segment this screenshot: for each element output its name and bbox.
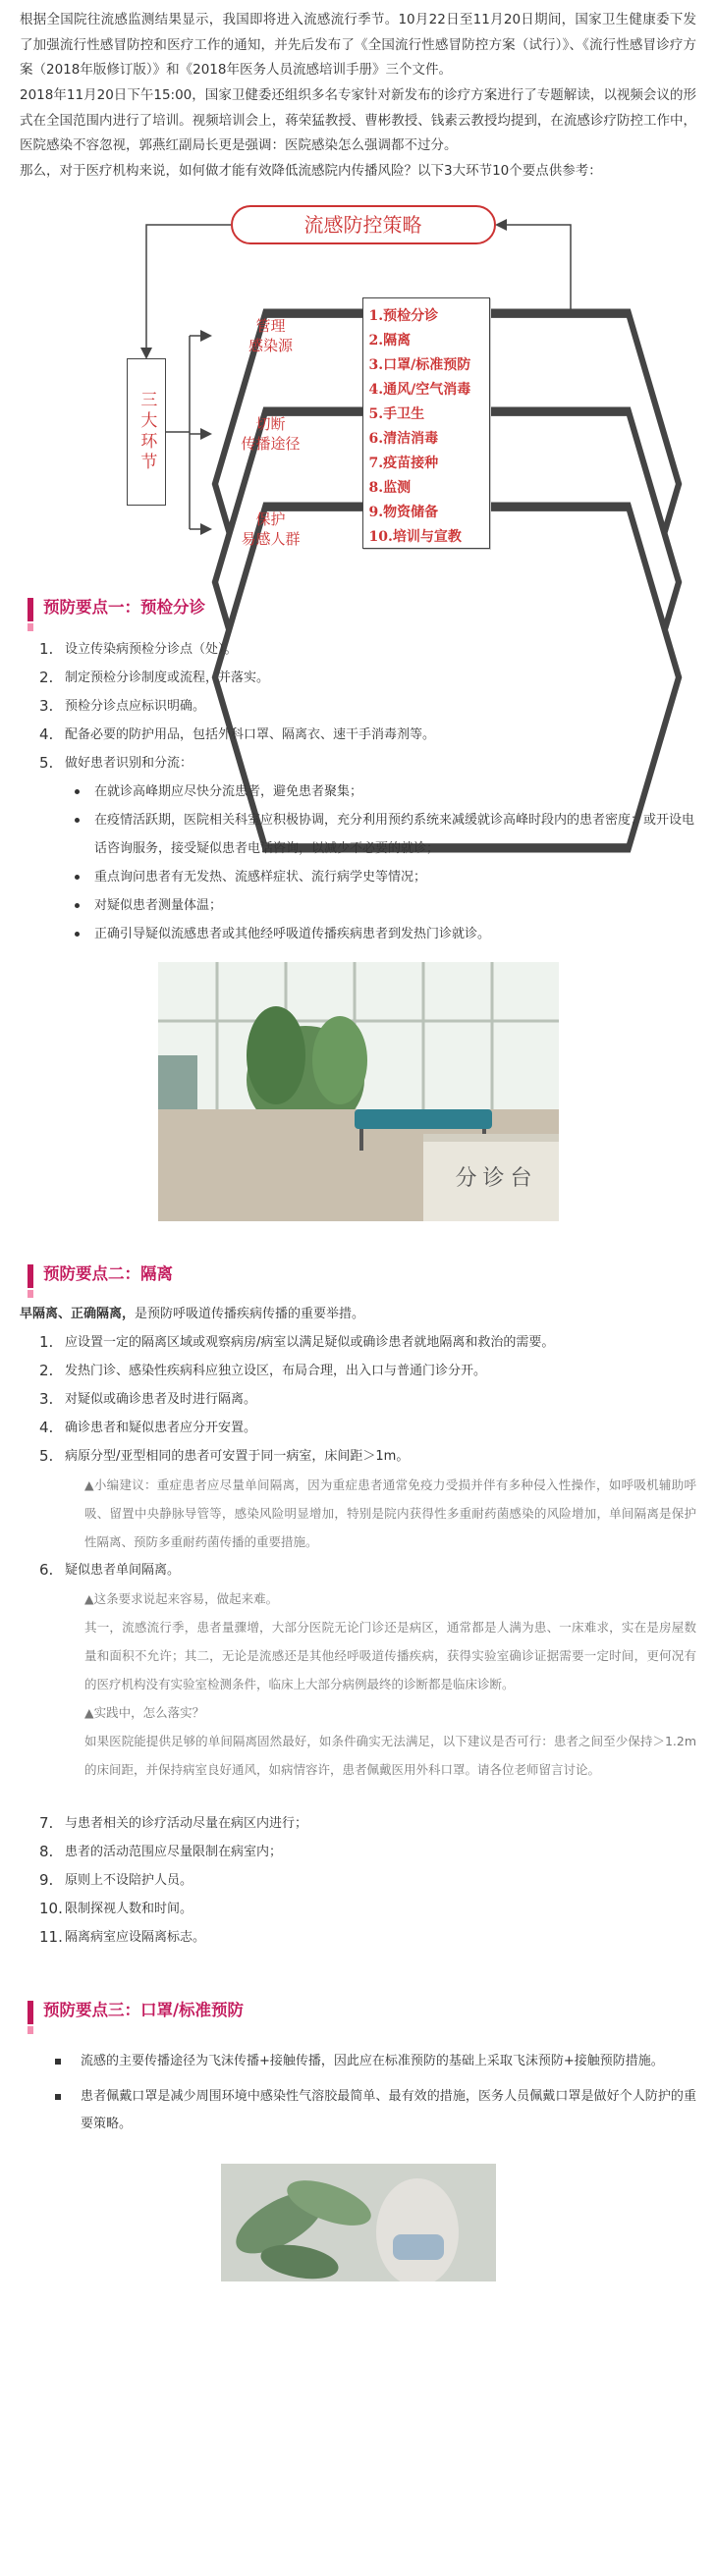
point-item: 2.隔离 <box>368 333 412 349</box>
link-protect-susceptible <box>211 501 331 558</box>
point-item: 7.疫苗接种 <box>368 456 439 472</box>
point-item: 3.口罩/标准预防 <box>368 357 471 374</box>
section-2-list-a <box>20 1328 696 1471</box>
link-1-line-1: 管理 <box>255 317 286 336</box>
list-item: 2. 发热门诊、感染性疾病科应独立设区，布局合理，出入口与普通门诊分开。 <box>39 1362 487 1380</box>
mask-photo <box>221 2164 496 2281</box>
link-manage-source <box>211 307 331 364</box>
point-item: 4.通风/空气消毒 <box>368 382 471 399</box>
section-1-list <box>20 635 696 778</box>
section-2-title: 预防要点二：隔离 <box>43 1264 173 1284</box>
list-item: 4. 确诊患者和疑似患者应分开安置。 <box>39 1419 257 1437</box>
editor-note-1: ▲小编建议：重症患者应尽量单间隔离，因为重症患者通常免疫力受损并伴有多种侵入性操作，如呼吸机辅助呼吸、留置中央静脉导管等，感染风险明显增加，特别是院内获得性多重耐药菌感染的风险增加，单间隔离是保护性隔离、预防多重耐药菌传播的重要措施。 <box>84 1477 696 1550</box>
section-3-list <box>20 2048 696 2138</box>
strategy-diagram <box>123 201 594 555</box>
link-cut-route <box>211 405 331 462</box>
point-item: 8.监测 <box>368 480 412 497</box>
section-2-lead-bold: 早隔离、正确隔离， <box>20 1307 136 1322</box>
list-item: 9. 原则上不设陪护人员。 <box>39 1871 193 1890</box>
section-1-sublist <box>20 778 696 948</box>
section-1-header <box>20 588 696 627</box>
ten-points-list <box>362 297 490 549</box>
list-item: 患者佩戴口罩是减少周围环境中感染性气溶胶最简单、最有效的措施，医务人员佩戴口罩是做好个人防护的重要策略。 <box>51 2083 696 2138</box>
list-item: 3. 对疑似或确诊患者及时进行隔离。 <box>39 1390 257 1409</box>
sub-list-item: 重点询问患者有无发热、流感样症状、流行病学史等情况； <box>73 863 696 891</box>
point-item: 6.清洁消毒 <box>368 431 439 448</box>
point-item: 1.预检分诊 <box>368 308 439 325</box>
section-3-header <box>20 1991 696 2030</box>
list-item: 10. 限制探视人数和时间。 <box>39 1900 193 1918</box>
section-marker <box>28 2001 33 2024</box>
section-2-list-b <box>20 1809 696 1952</box>
section-2-item-6 <box>20 1556 696 1584</box>
list-item: 流感的主要传播途径为飞沫传播+接触传播，因此应在标准预防的基础上采取飞沫预防+接触预防措施。 <box>51 2048 696 2075</box>
list-item: 11. 隔离病室应设隔离标志。 <box>39 1928 206 1947</box>
list-item: 8. 患者的活动范围应尽量限制在病室内； <box>39 1843 283 1861</box>
sub-list-item: 正确引导疑似流感患者或其他经呼吸道传播疾病患者到发热门诊就诊。 <box>73 920 696 948</box>
intro-paragraph-2: 2018年11月20日下午15:00，国家卫健委还组织多名专家针对新发布的诊疗方案进行了专题解读，以视频会议的形式在全国范围内进行了培训。视频培训会上，蒋荣猛教授、曹彬教授、钱素云教授均提到，在流感诊疗防控工作中，医院感染不容忽视，郭燕红副局长更是强调：医院感染怎么强调都不过分。 <box>20 86 696 154</box>
section-1-title: 预防要点一：预检分诊 <box>43 598 205 617</box>
section-marker <box>28 1264 33 1288</box>
section-3-title: 预防要点三：口罩/标准预防 <box>43 2001 245 2020</box>
list-item: 7. 与患者相关的诊疗活动尽量在病区内进行； <box>39 1814 308 1833</box>
point-item: 5.手卫生 <box>368 406 425 423</box>
point-item: 9.物资储备 <box>368 505 439 521</box>
editor-note-2c: ▲实践中，怎么落实？ <box>84 1705 205 1721</box>
list-item: 5. 做好患者识别和分流： <box>39 754 193 773</box>
editor-note-2b: 其一，流感流行季，患者量骤增，大部分医院无论门诊还是病区，通常都是人满为患、一床难求，实在是房屋数量和面积不允许；其二，无论是流感还是其他经呼吸道传播疾病，获得实验室确诊证据需要一定时间，更何况有的医疗机构没有实验室检测条件，临床上大部分病例最终的诊断都是临床诊断。 <box>84 1620 696 1692</box>
list-item: 1. 设立传染病预检分诊点（处）。 <box>39 640 238 659</box>
list-item: 2. 制定预检分诊制度或流程，并落实。 <box>39 669 270 687</box>
editor-note-2d: 如果医院能提供足够的单间隔离固然最好，如条件确实无法满足，以下建议是否可行：患者之间至少保持＞1.2m的床间距，并保持病室良好通风，如病情容许，患者佩戴医用外科口罩。请各位老师留言讨论。 <box>84 1734 696 1778</box>
link-3-line-1: 保护 <box>255 510 286 529</box>
three-links-box: 三大环节 <box>127 358 166 506</box>
section-2-header <box>20 1255 696 1294</box>
list-item: 5. 病原分型/亚型相同的患者可安置于同一病室，床间距＞1m。 <box>39 1447 410 1466</box>
section-2-lead-rest: 是预防呼吸道传播疾病传播的重要举措。 <box>135 1307 365 1322</box>
link-3-line-2: 易感人群 <box>241 530 301 549</box>
point-item: 10.培训与宣教 <box>368 529 462 546</box>
list-item: 1. 应设置一定的隔离区域或观察病房/病室以满足疑似或确诊患者就地隔离和救治的需要。 <box>39 1333 555 1352</box>
editor-note-2a: ▲这条要求说起来容易，做起来难。 <box>84 1591 279 1607</box>
list-item: 4. 配备必要的防护用品，包括外科口罩、隔离衣、速干手消毒剂等。 <box>39 725 436 744</box>
list-item: 3. 预检分诊点应标识明确。 <box>39 697 206 716</box>
sub-list-item: 在就诊高峰期应尽快分流患者，避免患者聚集； <box>73 778 696 806</box>
sub-list-item: 在疫情活跃期，医院相关科室应积极协调，充分利用预约系统来减缓就诊高峰时段内的患者密度；或开设电话咨询服务，接受疑似患者电话咨询，以减少不必要的就诊； <box>73 806 696 863</box>
list-item: 6. 疑似患者单间隔离。 <box>39 1561 181 1580</box>
diagram-title: 流感防控策略 <box>231 205 496 244</box>
triage-desk-photo <box>158 962 559 1221</box>
triage-desk-sign: 分诊台 <box>455 1166 538 1192</box>
section-marker <box>28 598 33 621</box>
link-2-line-1: 切断 <box>255 415 286 434</box>
intro-paragraph-1: 根据全国院往流感监测结果显示，我国即将进入流感流行季节。10月22日至11月20日期间，国家卫生健康委下发了加强流行性感冒防控和医疗工作的通知，并先后发布了《全国流行性感冒防控方案（试行）》、《流行性感冒诊疗方案（2018年版修订版）》和《2018年医务人员流感培训手册》三个文件。 <box>20 12 696 79</box>
link-1-line-2: 感染源 <box>248 337 293 355</box>
section-2-lead <box>20 1300 696 1328</box>
link-2-line-2: 传播途径 <box>241 435 301 454</box>
sub-list-item: 对疑似患者测量体温； <box>73 891 696 920</box>
intro-paragraph-3: 那么，对于医疗机构来说，如何做才能有效降低流感院内传播风险？以下3大环节10个要点供参考： <box>20 162 602 179</box>
